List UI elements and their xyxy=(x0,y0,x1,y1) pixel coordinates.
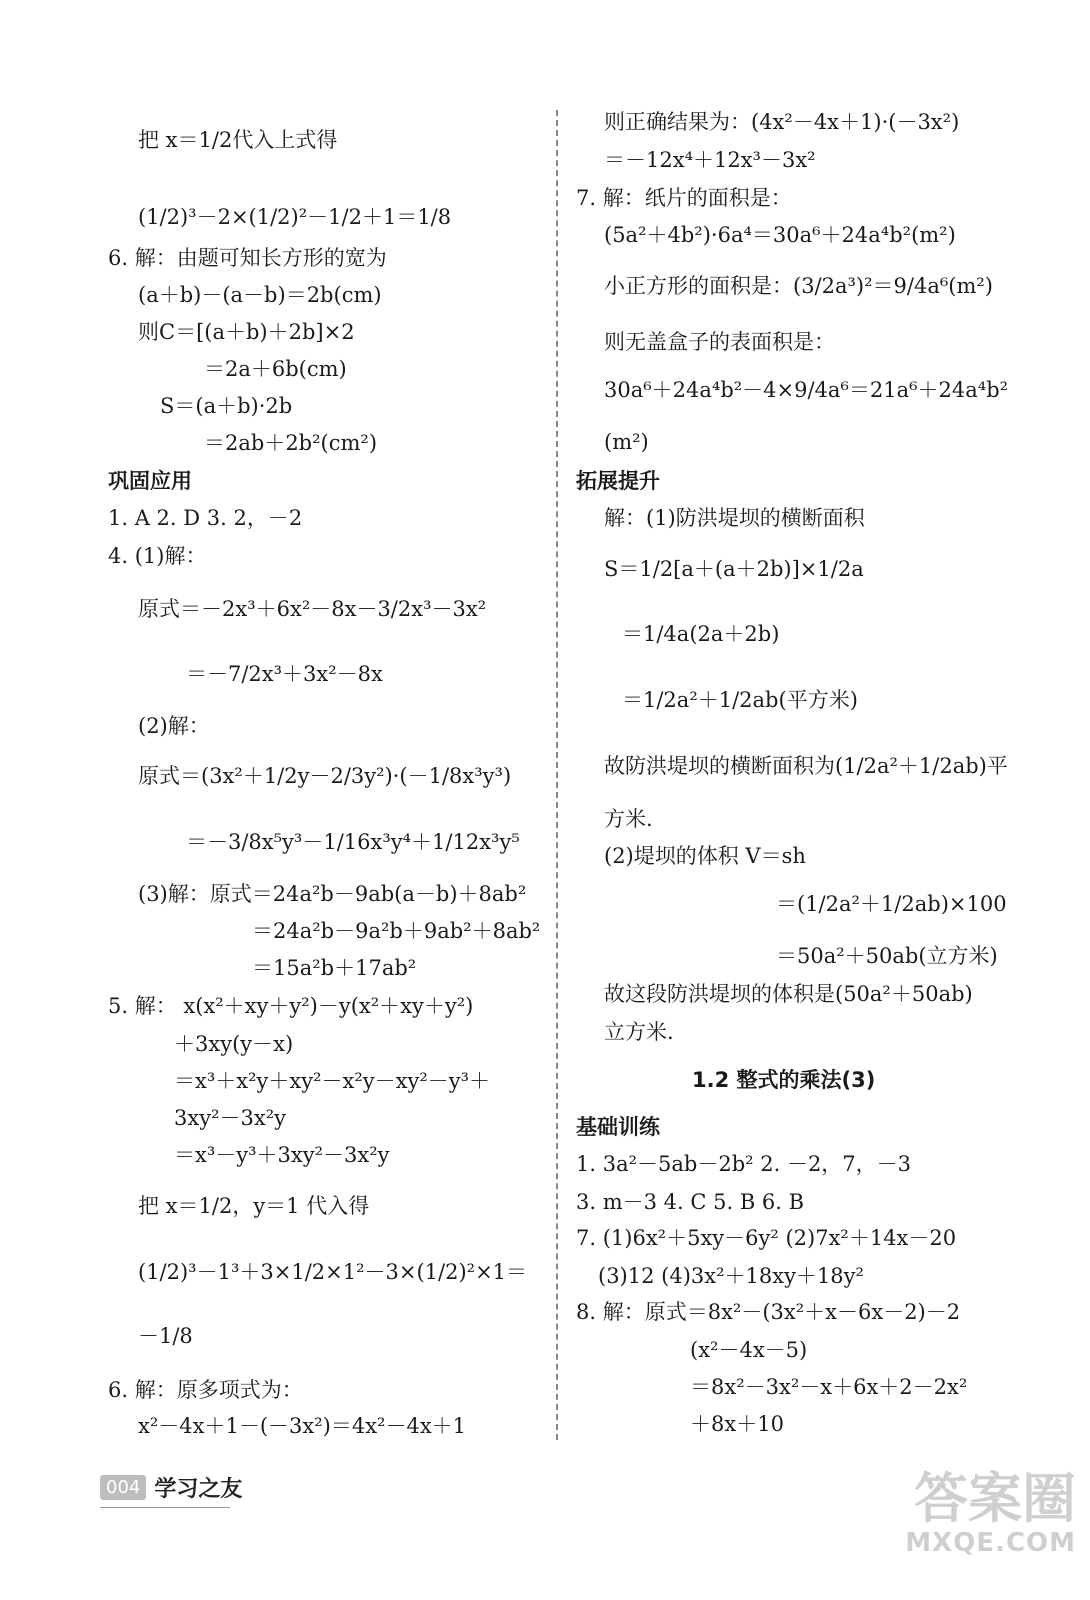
section-heading: 拓展提升 xyxy=(576,469,660,493)
left-line: ＝2a＋6b(cm) xyxy=(204,357,347,381)
right-line: 立方米. xyxy=(604,1020,674,1044)
left-line: 6. 解：由题可知长方形的宽为 xyxy=(108,246,387,270)
right-line: 8. 解：原式＝8x²－(3x²＋x－6x－2)－2 xyxy=(576,1300,961,1324)
left-line: 原式＝(3x²＋1/2y－2/3y²)·(－1/8x³y³) xyxy=(138,764,512,788)
left-line: S＝(a＋b)·2b xyxy=(160,394,293,418)
right-line: 7. 解：纸片的面积是： xyxy=(576,186,792,210)
left-line: ＝15a²b＋17ab² xyxy=(252,956,417,980)
brand-name: 学习之友 xyxy=(154,1476,243,1502)
right-line: ＝－12x⁴＋12x³－3x² xyxy=(604,148,816,172)
left-line: ＝－7/2x³＋3x²－8x xyxy=(186,662,383,686)
right-line: 3. m－3 4. C 5. B 6. B xyxy=(576,1190,805,1214)
right-line: ＝8x²－3x²－x＋6x＋2－2x² xyxy=(690,1375,968,1399)
left-line: ＝24a²b－9a²b＋9ab²＋8ab² xyxy=(252,919,541,943)
column-divider xyxy=(556,110,558,1440)
right-line: (x²－4x－5) xyxy=(690,1338,808,1362)
right-line: ＋8x＋10 xyxy=(690,1412,784,1436)
page-footer xyxy=(100,1470,242,1504)
left-line: (a＋b)－(a－b)＝2b(cm) xyxy=(138,283,382,307)
right-line: 小正方形的面积是：(3/2a³)²＝9/4a⁶(m²) xyxy=(604,274,993,298)
right-line: ＝50a²＋50ab(立方米) xyxy=(776,944,998,968)
right-line: (m²) xyxy=(604,430,649,454)
left-line: －1/8 xyxy=(138,1324,193,1348)
right-line: ＝1/2a²＋1/2ab(平方米) xyxy=(622,688,858,712)
left-line: 4. (1)解： xyxy=(108,544,207,568)
left-line: 1. A 2. D 3. 2，－2 xyxy=(108,506,303,530)
right-line: 30a⁶＋24a⁴b²－4×9/4a⁶＝21a⁶＋24a⁴b² xyxy=(604,378,1009,402)
right-line: 则无盖盒子的表面积是： xyxy=(604,330,835,354)
left-line: (1/2)³－1³＋3×1/2×1²－3×(1/2)²×1＝ xyxy=(138,1260,528,1284)
section-title: 1.2 整式的乘法(3) xyxy=(692,1068,876,1092)
footer-rule xyxy=(100,1507,230,1508)
right-line: 解：(1)防洪堤坝的横断面积 xyxy=(604,506,865,530)
right-line: S＝1/2[a＋(a＋2b)]×1/2a xyxy=(604,557,864,581)
left-line: (1/2)³－2×(1/2)²－1/2＋1＝1/8 xyxy=(138,205,452,229)
right-line: ＝1/4a(2a＋2b) xyxy=(622,622,780,646)
page-number: 004 xyxy=(100,1475,146,1500)
right-line: (5a²＋4b²)·6a⁴＝30a⁶＋24a⁴b²(m²) xyxy=(604,223,956,247)
left-line: x²－4x＋1－(－3x²)＝4x²－4x＋1 xyxy=(138,1414,467,1438)
right-line: 故防洪堤坝的横断面积为(1/2a²＋1/2ab)平 xyxy=(604,754,1008,778)
left-line: ＝x³－y³＋3xy²－3x²y xyxy=(174,1143,390,1167)
left-line: 5. 解： x(x²＋xy＋y²)－y(x²＋xy＋y²) xyxy=(108,994,474,1018)
left-line: (2)解： xyxy=(138,714,210,738)
left-line: 则C＝[(a＋b)＋2b]×2 xyxy=(138,320,355,344)
right-line: (3)12 (4)3x²＋18xy＋18y² xyxy=(598,1264,864,1288)
right-line: ＝(1/2a²＋1/2ab)×100 xyxy=(776,892,1007,916)
watermark-logo: 答案圈 xyxy=(914,1467,1076,1530)
left-line: 6. 解：原多项式为： xyxy=(108,1378,303,1402)
section-heading: 基础训练 xyxy=(576,1115,660,1139)
left-line: ＋3xy(y－x) xyxy=(174,1032,294,1056)
left-line: 把 x＝1/2代入上式得 xyxy=(138,128,338,152)
left-line: ＝－3/8x⁵y³－1/16x³y⁴＋1/12x³y⁵ xyxy=(186,830,520,854)
right-line: 方米. xyxy=(604,807,653,831)
right-line: 则正确结果为：(4x²－4x＋1)·(－3x²) xyxy=(604,110,960,134)
right-line: 7. (1)6x²＋5xy－6y² (2)7x²＋14x－20 xyxy=(576,1226,957,1250)
watermark xyxy=(905,1467,1076,1558)
section-heading: 巩固应用 xyxy=(108,469,192,493)
left-line: ＝x³＋x²y＋xy²－x²y－xy²－y³＋ xyxy=(174,1069,491,1093)
right-line: 1. 3a²－5ab－2b² 2. －2，7，－3 xyxy=(576,1152,912,1176)
right-line: (2)堤坝的体积 V＝sh xyxy=(604,844,806,868)
left-line: ＝2ab＋2b²(cm²) xyxy=(204,431,378,455)
watermark-url: MXQE.COM xyxy=(905,1528,1076,1558)
left-line: 把 x＝1/2，y＝1 代入得 xyxy=(138,1194,370,1218)
left-line: 原式＝－2x³＋6x²－8x－3/2x³－3x² xyxy=(138,597,487,621)
right-line: 故这段防洪堤坝的体积是(50a²＋50ab) xyxy=(604,982,973,1006)
left-line: 3xy²－3x²y xyxy=(174,1106,286,1130)
left-line: (3)解：原式＝24a²b－9ab(a－b)＋8ab² xyxy=(138,882,527,906)
